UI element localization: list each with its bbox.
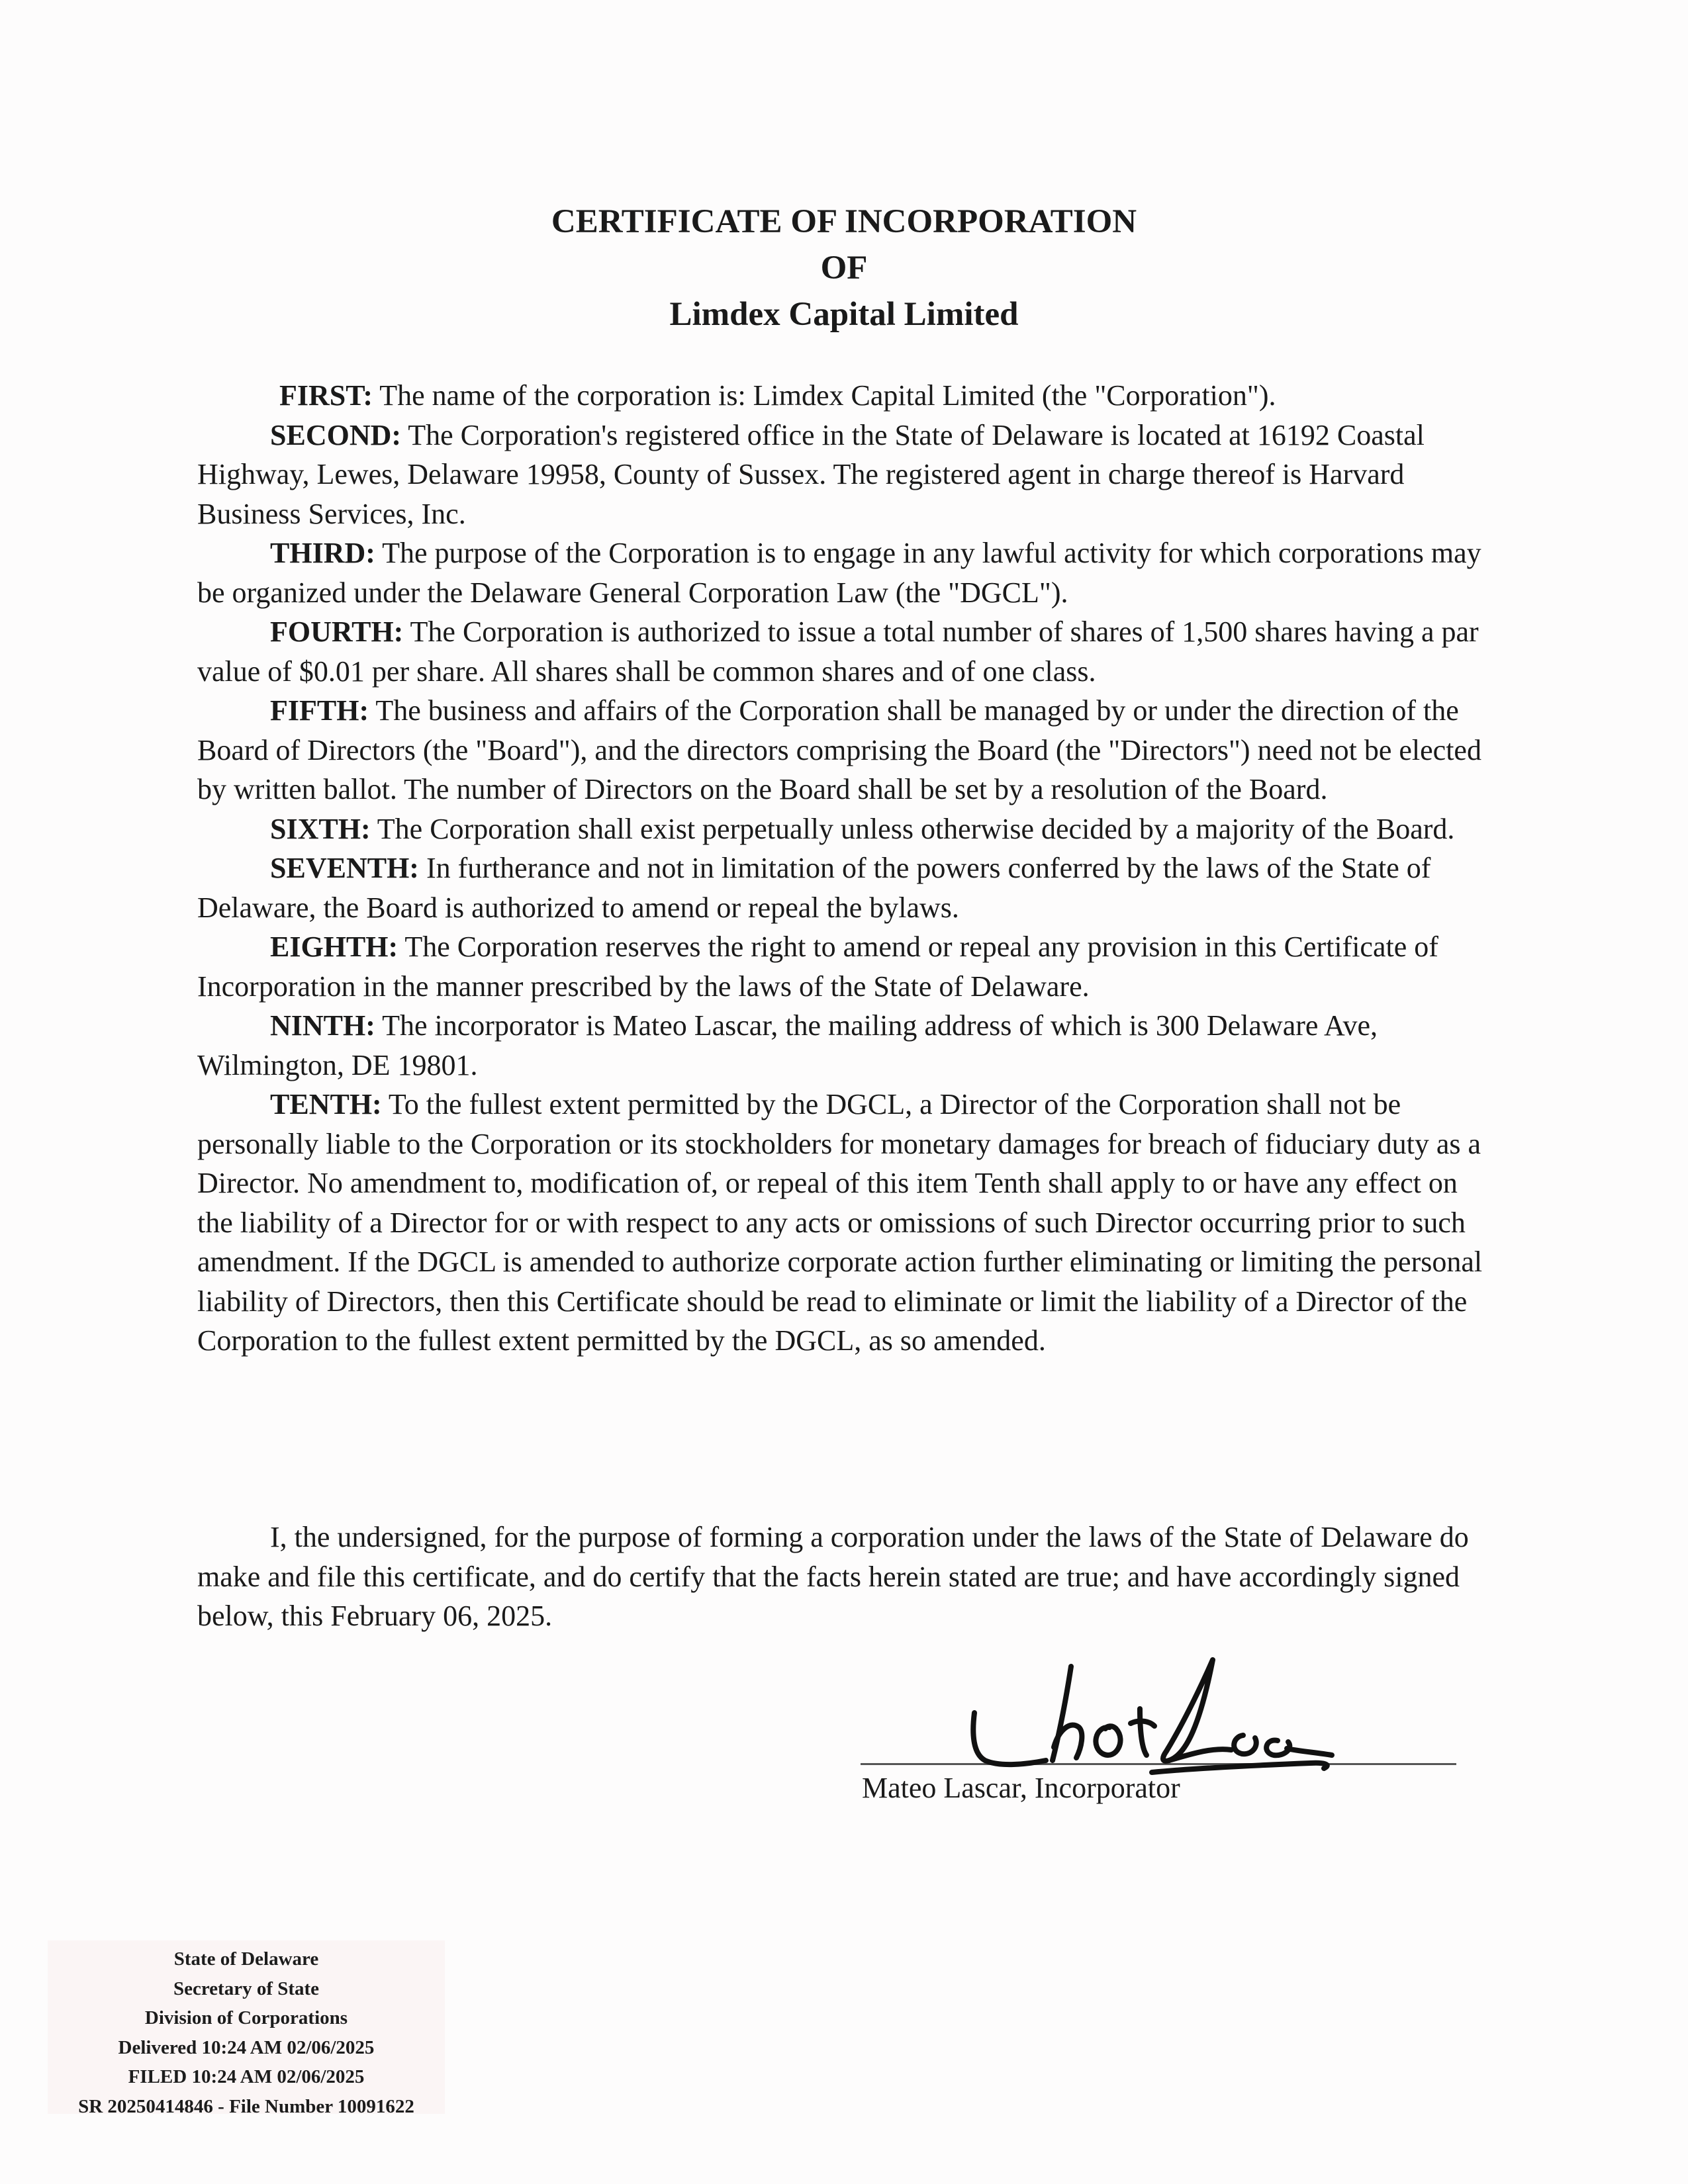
article-text: The Corporation's registered office in the State of Delaware is located at 16192 Coastal Highway, Lewes, Delaware 19958, County of Sussex. The registered agent in charge thereof is Harvard Business Services, Inc.	[197, 418, 1425, 530]
article-text: To the fullest extent permitted by the DGCL, a Director of the Corporation shall not be personally liable to the Corporation or its stockholders for monetary damages for breach of fiduciary duty as a Director. No amendment to, modification of, or repeal of this item Tenth shall apply to or have any effect on the liability of a Director for or with respect to any acts or omissions of such Director occurring prior to such amendment. If the DGCL is amended to authorize corporate action further eliminating or limiting the personal liability of Directors, then this Certificate should be read to eliminate or limit the liability of a Director of the Corporation to the fullest extent permitted by the DGCL, as so amended.	[197, 1088, 1483, 1357]
article-text: The Corporation is authorized to issue a total number of shares of 1,500 shares having a par value of $0.01 per share. All shares shall be common shares and of one class.	[197, 615, 1479, 688]
article-label: FOURTH:	[270, 615, 404, 648]
stamp-line: Secretary of State	[173, 1978, 320, 1999]
article-text: The name of the corporation is: Limdex Capital Limited (the "Corporation").	[372, 379, 1276, 412]
article-ninth	[197, 1006, 1495, 1085]
article-label: EIGHTH:	[270, 931, 399, 963]
article-label: NINTH:	[270, 1009, 375, 1042]
article-seventh	[197, 848, 1495, 927]
title-line-3: Limdex Capital Limited	[669, 296, 1019, 333]
articles-body	[197, 376, 1495, 1361]
article-text: The incorporator is Mateo Lascar, the mailing address of which is 300 Delaware Ave, Wilmington, DE 19801.	[197, 1009, 1378, 1081]
signature-caption: Mateo Lascar, Incorporator	[862, 1772, 1180, 1804]
title-line-1: CERTIFICATE OF INCORPORATION	[551, 203, 1137, 240]
article-second	[197, 416, 1495, 534]
stamp-line: Division of Corporations	[144, 2007, 348, 2028]
article-text: The business and affairs of the Corporation shall be managed by or under the direction of the Board of Directors (the "Board"), and the directors comprising the Board (the "Directors") need not be elected by written ballot. The number of Directors on the Board shall be set by a resolution of the Board.	[197, 694, 1481, 805]
title-line-2: OF	[820, 250, 868, 287]
article-label: SECOND:	[270, 418, 402, 451]
article-text: The Corporation reserves the right to amend or repeal any provision in this Certificate of Incorporation in the manner prescribed by the laws of the State of Delaware.	[197, 931, 1438, 1003]
article-label: SEVENTH:	[270, 852, 419, 884]
article-sixth	[197, 809, 1495, 849]
article-text: In furtherance and not in limitation of the powers conferred by the laws of the State of Delaware, the Board is authorized to amend or repeal the bylaws.	[197, 852, 1431, 924]
stamp-line: Delivered 10:24 AM 02/06/2025	[118, 2036, 375, 2058]
article-first	[197, 376, 1495, 416]
article-label: THIRD:	[270, 537, 375, 569]
article-fifth	[197, 691, 1495, 809]
article-fourth	[197, 612, 1495, 691]
article-third	[197, 533, 1495, 612]
stamp-line: SR 20250414846 - File Number 10091622	[78, 2095, 414, 2117]
article-text: The Corporation shall exist perpetually unless otherwise decided by a majority of the Board.	[370, 812, 1455, 845]
article-eighth	[197, 927, 1495, 1006]
article-text: The purpose of the Corporation is to engage in any lawful activity for which corporations may be organized under the Delaware General Corporation Law (the "DGCL").	[197, 537, 1481, 609]
stamp-line: FILED 10:24 AM 02/06/2025	[128, 2066, 365, 2087]
filing-stamp	[48, 1940, 445, 2117]
document-title	[0, 199, 1688, 338]
article-tenth	[197, 1085, 1495, 1361]
closing-statement: I, the undersigned, for the purpose of forming a corporation under the laws of the State of Delaware do make and file this certificate, and do certify that the facts herein stated are true; and have accordingly signed below, this February 06, 2025.	[197, 1521, 1469, 1632]
stamp-line: State of Delaware	[173, 1948, 319, 1970]
article-label: SIXTH:	[270, 812, 371, 845]
article-label: FIRST:	[279, 379, 373, 412]
article-label: TENTH:	[270, 1088, 382, 1120]
article-label: FIFTH:	[270, 694, 369, 727]
